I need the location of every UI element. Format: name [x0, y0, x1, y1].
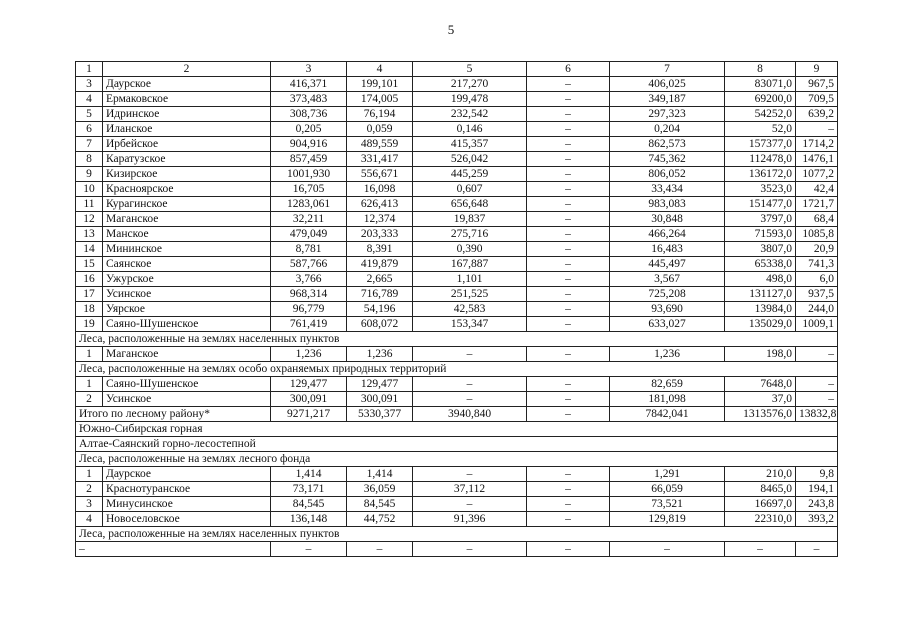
table-cell: 1,414	[271, 467, 347, 482]
table-cell: 745,362	[610, 152, 725, 167]
table-cell: 42,583	[413, 302, 527, 317]
table-row	[76, 92, 838, 107]
table-cell: 9	[76, 167, 103, 182]
table-cell: 983,083	[610, 197, 725, 212]
table-cell: 13832,8	[796, 407, 838, 422]
table-cell: 0,204	[610, 122, 725, 137]
table-row	[76, 542, 838, 557]
table-cell: 157377,0	[725, 137, 796, 152]
table-cell: 136172,0	[725, 167, 796, 182]
table-cell: 19	[76, 317, 103, 332]
table-cell: –	[527, 212, 610, 227]
table-cell: 84,545	[347, 497, 413, 512]
table-cell: 445,497	[610, 257, 725, 272]
table-cell: 8	[76, 152, 103, 167]
table-cell: Идринское	[103, 107, 271, 122]
table-cell: 129,477	[271, 377, 347, 392]
table-cell: –	[796, 377, 838, 392]
table-cell: Ирбейское	[103, 137, 271, 152]
table-cell: 7	[76, 137, 103, 152]
table-cell: 15	[76, 257, 103, 272]
table-cell: Краснотуранское	[103, 482, 271, 497]
section-title: Леса, расположенные на землях особо охраняемых природных территорий	[76, 362, 838, 377]
table-cell: 69200,0	[725, 92, 796, 107]
table-cell: 3,766	[271, 272, 347, 287]
section-title: Южно-Сибирская горная	[76, 422, 838, 437]
header-cell: 7	[610, 62, 725, 77]
table-cell: 489,559	[347, 137, 413, 152]
table-cell: 1476,1	[796, 152, 838, 167]
table-row	[76, 482, 838, 497]
table-cell: 129,477	[347, 377, 413, 392]
header-cell: 8	[725, 62, 796, 77]
table-cell: 8,781	[271, 242, 347, 257]
table-cell: 12	[76, 212, 103, 227]
table-cell: Даурское	[103, 77, 271, 92]
table-cell: 20,9	[796, 242, 838, 257]
table-cell: 1283,061	[271, 197, 347, 212]
table-cell: 10	[76, 182, 103, 197]
table-cell: –	[347, 542, 413, 557]
table-cell: –	[527, 407, 610, 422]
table-cell: 13	[76, 227, 103, 242]
table-cell: 7648,0	[725, 377, 796, 392]
table-cell: –	[796, 347, 838, 362]
table-cell: 466,264	[610, 227, 725, 242]
table-cell: 9271,217	[271, 407, 347, 422]
table-cell: Ермаковское	[103, 92, 271, 107]
table-cell: –	[527, 317, 610, 332]
table-cell: 3940,840	[413, 407, 527, 422]
table-cell: 54252,0	[725, 107, 796, 122]
table-cell: 7842,041	[610, 407, 725, 422]
table-cell: 199,101	[347, 77, 413, 92]
table-cell: 174,005	[347, 92, 413, 107]
table-cell: 251,525	[413, 287, 527, 302]
section-title: Алтае-Саянский горно-лесостепной	[76, 437, 838, 452]
table-cell: 416,371	[271, 77, 347, 92]
table-cell: Маганское	[103, 347, 271, 362]
table-cell: –	[271, 542, 347, 557]
table-row	[76, 302, 838, 317]
table-cell: 167,887	[413, 257, 527, 272]
table-cell: 91,396	[413, 512, 527, 527]
table-cell: –	[527, 197, 610, 212]
table-cell: 12,374	[347, 212, 413, 227]
table-row	[76, 392, 838, 407]
table-cell: 194,1	[796, 482, 838, 497]
table-row	[76, 227, 838, 242]
table-row	[76, 287, 838, 302]
table-row	[76, 197, 838, 212]
table-cell: 1,236	[610, 347, 725, 362]
table-cell: –	[527, 287, 610, 302]
table-cell: 1009,1	[796, 317, 838, 332]
table-cell: 4	[76, 512, 103, 527]
table-cell: 83071,0	[725, 77, 796, 92]
table-cell: 4	[76, 92, 103, 107]
table-cell: Каратузское	[103, 152, 271, 167]
table-cell: 1077,2	[796, 167, 838, 182]
table-row	[76, 272, 838, 287]
table-cell: 0,607	[413, 182, 527, 197]
table-cell: 18	[76, 302, 103, 317]
table-cell: 82,659	[610, 377, 725, 392]
table-row	[76, 152, 838, 167]
table-cell: Новоселовское	[103, 512, 271, 527]
table-cell: 608,072	[347, 317, 413, 332]
table-cell: 725,208	[610, 287, 725, 302]
table-cell: 1	[76, 467, 103, 482]
table-cell: 42,4	[796, 182, 838, 197]
total-row	[76, 407, 838, 422]
table-cell: Красноярское	[103, 182, 271, 197]
table-cell: 1,236	[347, 347, 413, 362]
table-cell: –	[527, 92, 610, 107]
table-cell: –	[527, 182, 610, 197]
table-cell: –	[527, 137, 610, 152]
table-cell: 232,542	[413, 107, 527, 122]
table-cell: 761,419	[271, 317, 347, 332]
table-cell: 37,112	[413, 482, 527, 497]
table-cell: 54,196	[347, 302, 413, 317]
table-cell: 32,211	[271, 212, 347, 227]
table-cell: 741,3	[796, 257, 838, 272]
table-cell: 3	[76, 77, 103, 92]
table-cell: 112478,0	[725, 152, 796, 167]
table-cell: 5	[76, 107, 103, 122]
table-cell: 275,716	[413, 227, 527, 242]
table-cell: –	[527, 497, 610, 512]
table-cell: 0,059	[347, 122, 413, 137]
table-cell: –	[527, 512, 610, 527]
table-cell: –	[527, 167, 610, 182]
table-cell: 1085,8	[796, 227, 838, 242]
table-cell: Саянское	[103, 257, 271, 272]
table-cell: 373,483	[271, 92, 347, 107]
table-cell: –	[527, 107, 610, 122]
table-row	[76, 317, 838, 332]
header-cell: 4	[347, 62, 413, 77]
table-cell: 904,916	[271, 137, 347, 152]
table-row	[76, 512, 838, 527]
table-cell: Даурское	[103, 467, 271, 482]
table-cell: 37,0	[725, 392, 796, 407]
table-cell: 709,5	[796, 92, 838, 107]
table-cell: 1313576,0	[725, 407, 796, 422]
table-cell: 17	[76, 287, 103, 302]
table-cell: 1721,7	[796, 197, 838, 212]
table-cell: 33,434	[610, 182, 725, 197]
table-cell: –	[413, 392, 527, 407]
table-row	[76, 257, 838, 272]
table-cell: 300,091	[271, 392, 347, 407]
table-cell: –	[796, 542, 838, 557]
table-cell: 3807,0	[725, 242, 796, 257]
table-cell: 300,091	[347, 392, 413, 407]
table-cell: 19,837	[413, 212, 527, 227]
table-row	[76, 107, 838, 122]
section-header-row	[76, 332, 838, 347]
total-label: Итого по лесному району*	[76, 407, 271, 422]
table-cell: 2	[76, 392, 103, 407]
table-cell: 1001,930	[271, 167, 347, 182]
table-cell: 30,848	[610, 212, 725, 227]
forest-data-table	[75, 61, 838, 557]
table-cell: 937,5	[796, 287, 838, 302]
table-cell: –	[527, 272, 610, 287]
table-cell: Курагинское	[103, 197, 271, 212]
table-cell: 3797,0	[725, 212, 796, 227]
section-header-row	[76, 437, 838, 452]
table-cell: 1,414	[347, 467, 413, 482]
table-cell: 498,0	[725, 272, 796, 287]
table-cell: –	[527, 302, 610, 317]
table-row	[76, 497, 838, 512]
table-cell: 587,766	[271, 257, 347, 272]
table-cell: 65338,0	[725, 257, 796, 272]
table-cell: 153,347	[413, 317, 527, 332]
table-row	[76, 242, 838, 257]
table-cell: 203,333	[347, 227, 413, 242]
table-cell: 6,0	[796, 272, 838, 287]
page-number: 5	[447, 22, 455, 37]
table-cell: 862,573	[610, 137, 725, 152]
table-cell: 68,4	[796, 212, 838, 227]
table-cell: 857,459	[271, 152, 347, 167]
table-cell: Манское	[103, 227, 271, 242]
table-cell: 11	[76, 197, 103, 212]
table-cell: 6	[76, 122, 103, 137]
section-title: Леса, расположенные на землях населенных пунктов	[76, 527, 838, 542]
table-cell: 243,8	[796, 497, 838, 512]
table-row	[76, 167, 838, 182]
table-cell: 8465,0	[725, 482, 796, 497]
table-cell: Усинское	[103, 392, 271, 407]
table-row	[76, 137, 838, 152]
header-row	[76, 62, 838, 77]
table-cell: 3,567	[610, 272, 725, 287]
table-cell: –	[796, 122, 838, 137]
table-cell: 415,357	[413, 137, 527, 152]
table-cell: 0,205	[271, 122, 347, 137]
table-row	[76, 77, 838, 92]
table-body	[76, 77, 838, 557]
table-cell: 136,148	[271, 512, 347, 527]
table-cell: Уярское	[103, 302, 271, 317]
table-cell: 36,059	[347, 482, 413, 497]
table-cell: 406,025	[610, 77, 725, 92]
table-cell: 14	[76, 242, 103, 257]
table-cell: 308,736	[271, 107, 347, 122]
table-cell: 3523,0	[725, 182, 796, 197]
table-cell: 16697,0	[725, 497, 796, 512]
table-cell: 151477,0	[725, 197, 796, 212]
table-cell: 16	[76, 272, 103, 287]
table-cell: 16,098	[347, 182, 413, 197]
table-cell: 479,049	[271, 227, 347, 242]
table-cell: –	[76, 542, 271, 557]
table-cell: Мининское	[103, 242, 271, 257]
section-header-row	[76, 422, 838, 437]
table-cell: 445,259	[413, 167, 527, 182]
table-cell: –	[527, 122, 610, 137]
table-row	[76, 212, 838, 227]
table-cell: 52,0	[725, 122, 796, 137]
table-cell: 135029,0	[725, 317, 796, 332]
table-cell: 419,879	[347, 257, 413, 272]
table-cell: –	[527, 467, 610, 482]
table-row	[76, 347, 838, 362]
table-cell: 199,478	[413, 92, 527, 107]
table-cell: –	[527, 242, 610, 257]
table-cell: 331,417	[347, 152, 413, 167]
table-cell: 716,789	[347, 287, 413, 302]
table-cell: –	[527, 77, 610, 92]
table-cell: 131127,0	[725, 287, 796, 302]
table-cell: 198,0	[725, 347, 796, 362]
table-cell: –	[413, 347, 527, 362]
table-cell: –	[527, 227, 610, 242]
table-cell: 633,027	[610, 317, 725, 332]
table-cell: –	[527, 482, 610, 497]
table-cell: –	[796, 392, 838, 407]
header-cell: 3	[271, 62, 347, 77]
table-cell: Усинское	[103, 287, 271, 302]
table-cell: 2,665	[347, 272, 413, 287]
header-cell: 9	[796, 62, 838, 77]
table-cell: 13984,0	[725, 302, 796, 317]
table-cell: –	[527, 392, 610, 407]
table-cell: 656,648	[413, 197, 527, 212]
table-cell: 967,5	[796, 77, 838, 92]
table-cell: 556,671	[347, 167, 413, 182]
table-cell: 3	[76, 497, 103, 512]
table-cell: 129,819	[610, 512, 725, 527]
table-cell: 71593,0	[725, 227, 796, 242]
section-title: Леса, расположенные на землях населенных пунктов	[76, 332, 838, 347]
table-cell: 0,146	[413, 122, 527, 137]
table-cell: –	[527, 542, 610, 557]
section-header-row	[76, 452, 838, 467]
table-cell: 84,545	[271, 497, 347, 512]
table-cell: 5330,377	[347, 407, 413, 422]
table-cell: 9,8	[796, 467, 838, 482]
table-cell: 8,391	[347, 242, 413, 257]
header-cell: 1	[76, 62, 103, 77]
table-cell: 1,236	[271, 347, 347, 362]
table-cell: –	[610, 542, 725, 557]
table-cell: 96,779	[271, 302, 347, 317]
header-cell: 5	[413, 62, 527, 77]
table-cell: 66,059	[610, 482, 725, 497]
table-cell: Кизирское	[103, 167, 271, 182]
table-cell: 16,705	[271, 182, 347, 197]
table-cell: 73,521	[610, 497, 725, 512]
table-cell: 1,291	[610, 467, 725, 482]
table-cell: 217,270	[413, 77, 527, 92]
table-cell: 16,483	[610, 242, 725, 257]
table-cell: Ужурское	[103, 272, 271, 287]
table-cell: –	[413, 467, 527, 482]
table-cell: 1,101	[413, 272, 527, 287]
table-cell: –	[413, 542, 527, 557]
header-cell: 2	[103, 62, 271, 77]
table-cell: 968,314	[271, 287, 347, 302]
table-cell: 626,413	[347, 197, 413, 212]
table-cell: 44,752	[347, 512, 413, 527]
table-cell: 210,0	[725, 467, 796, 482]
table-cell: Минусинское	[103, 497, 271, 512]
table-cell: 76,194	[347, 107, 413, 122]
table-cell: Саяно-Шушенское	[103, 317, 271, 332]
table-cell: 297,323	[610, 107, 725, 122]
table-cell: Иланское	[103, 122, 271, 137]
table-row	[76, 122, 838, 137]
table-cell: Маганское	[103, 212, 271, 227]
section-header-row	[76, 362, 838, 377]
table-cell: 73,171	[271, 482, 347, 497]
table-cell: 393,2	[796, 512, 838, 527]
table-cell: –	[527, 377, 610, 392]
table-cell: –	[725, 542, 796, 557]
table-cell: 1	[76, 377, 103, 392]
table-cell: 244,0	[796, 302, 838, 317]
table-row	[76, 182, 838, 197]
table-cell: 526,042	[413, 152, 527, 167]
table-cell: 806,052	[610, 167, 725, 182]
table-row	[76, 377, 838, 392]
table-cell: 0,390	[413, 242, 527, 257]
table-cell: 639,2	[796, 107, 838, 122]
table-cell: 93,690	[610, 302, 725, 317]
table-cell: –	[413, 497, 527, 512]
header-cell: 6	[527, 62, 610, 77]
table-cell: –	[527, 347, 610, 362]
table-cell: 1	[76, 347, 103, 362]
table-cell: 2	[76, 482, 103, 497]
table-cell: –	[527, 152, 610, 167]
table-cell: –	[527, 257, 610, 272]
table-cell: 22310,0	[725, 512, 796, 527]
table-cell: Саяно-Шушенское	[103, 377, 271, 392]
table-cell: 181,098	[610, 392, 725, 407]
section-title: Леса, расположенные на землях лесного фонда	[76, 452, 838, 467]
section-header-row	[76, 527, 838, 542]
table-cell: 1714,2	[796, 137, 838, 152]
table-row	[76, 467, 838, 482]
table-cell: 349,187	[610, 92, 725, 107]
table-cell: –	[413, 377, 527, 392]
